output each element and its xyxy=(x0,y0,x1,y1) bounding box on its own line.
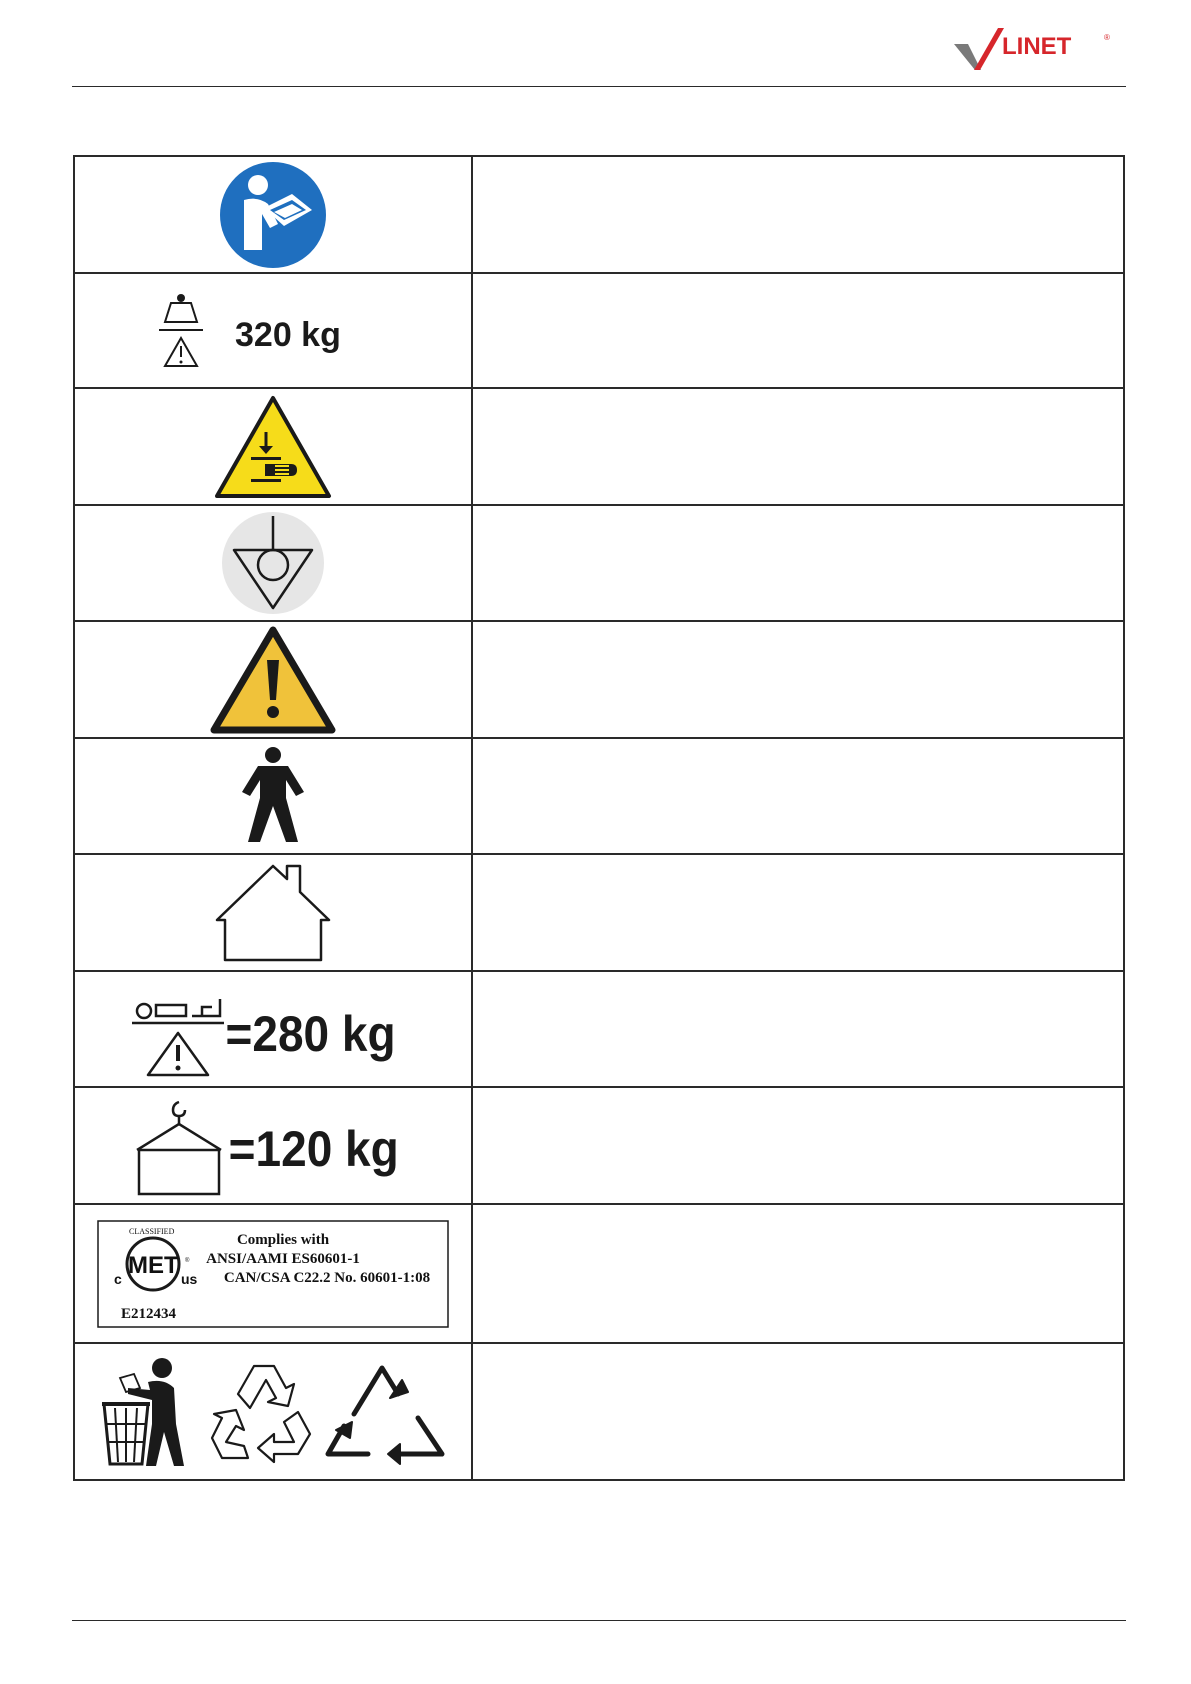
symbol-cell xyxy=(74,1087,472,1204)
standard-line-1: ANSI/AAMI ES60601-1 xyxy=(206,1250,360,1267)
us-mark: us xyxy=(181,1270,198,1287)
table-row xyxy=(74,971,1124,1087)
description-cell xyxy=(472,1087,1124,1204)
complies-line: Complies with xyxy=(236,1231,330,1248)
description-cell xyxy=(472,1204,1124,1343)
general-warning-icon xyxy=(210,626,336,734)
symbol-cell xyxy=(74,388,472,505)
symbol-cell xyxy=(74,1204,472,1343)
description-cell xyxy=(472,1343,1124,1480)
bed-weight-label: =280 kg xyxy=(225,1007,396,1063)
max-patient-weight-icon xyxy=(133,1096,413,1196)
classified-text: CLASSIFIED xyxy=(129,1226,175,1236)
symbol-cell xyxy=(74,505,472,621)
description-cell xyxy=(472,738,1124,854)
svg-text:®: ® xyxy=(1104,33,1110,42)
c-mark: c xyxy=(114,1270,122,1287)
table-row xyxy=(74,1087,1124,1204)
table-row xyxy=(74,738,1124,854)
mobius-loop-icon xyxy=(328,1368,442,1464)
met-classified-label-icon xyxy=(97,1220,449,1328)
description-cell xyxy=(472,971,1124,1087)
indoor-use-only-icon xyxy=(213,860,333,966)
symbol-cell xyxy=(74,854,472,971)
description-cell xyxy=(472,273,1124,388)
linet-logo xyxy=(954,24,1114,74)
table-row xyxy=(74,156,1124,273)
symbol-cell xyxy=(74,1343,472,1480)
safe-working-load-icon xyxy=(153,286,393,376)
symbol-cell xyxy=(74,971,472,1087)
patient-weight-label: =120 kg xyxy=(228,1121,399,1177)
description-cell xyxy=(472,505,1124,621)
equipotential-bonding-icon xyxy=(220,510,326,616)
description-cell xyxy=(472,156,1124,273)
header-rule xyxy=(72,86,1126,87)
met-text: MET xyxy=(128,1251,179,1279)
table-row xyxy=(74,1204,1124,1343)
symbol-cell xyxy=(74,156,472,273)
description-cell xyxy=(472,621,1124,738)
table-row xyxy=(74,1343,1124,1480)
read-manual-icon xyxy=(218,160,328,270)
file-number: E212434 xyxy=(121,1305,177,1322)
table-row xyxy=(74,854,1124,971)
type-b-applied-part-icon xyxy=(238,746,308,846)
crush-hazard-warning-icon xyxy=(213,394,333,500)
description-cell xyxy=(472,388,1124,505)
standard-line-2: CAN/CSA C22.2 No. 60601-1:08 xyxy=(223,1269,431,1286)
description-cell xyxy=(472,854,1124,971)
table-row xyxy=(74,505,1124,621)
load-label: 320 kg xyxy=(235,315,341,354)
disposal-recycling-icon xyxy=(98,1354,448,1470)
tidy-man-icon xyxy=(102,1358,184,1466)
recycle-icon xyxy=(212,1366,310,1462)
symbol-cell xyxy=(74,738,472,854)
max-weight-bed-icon xyxy=(128,979,418,1079)
logo-text: LINET xyxy=(1002,33,1072,60)
table-row xyxy=(74,621,1124,738)
table-row xyxy=(74,273,1124,388)
symbols-table xyxy=(73,155,1125,1481)
symbol-cell xyxy=(74,273,472,388)
table-row xyxy=(74,388,1124,505)
symbol-cell xyxy=(74,621,472,738)
footer-rule xyxy=(72,1620,1126,1621)
reg-mark: ® xyxy=(185,1257,190,1264)
